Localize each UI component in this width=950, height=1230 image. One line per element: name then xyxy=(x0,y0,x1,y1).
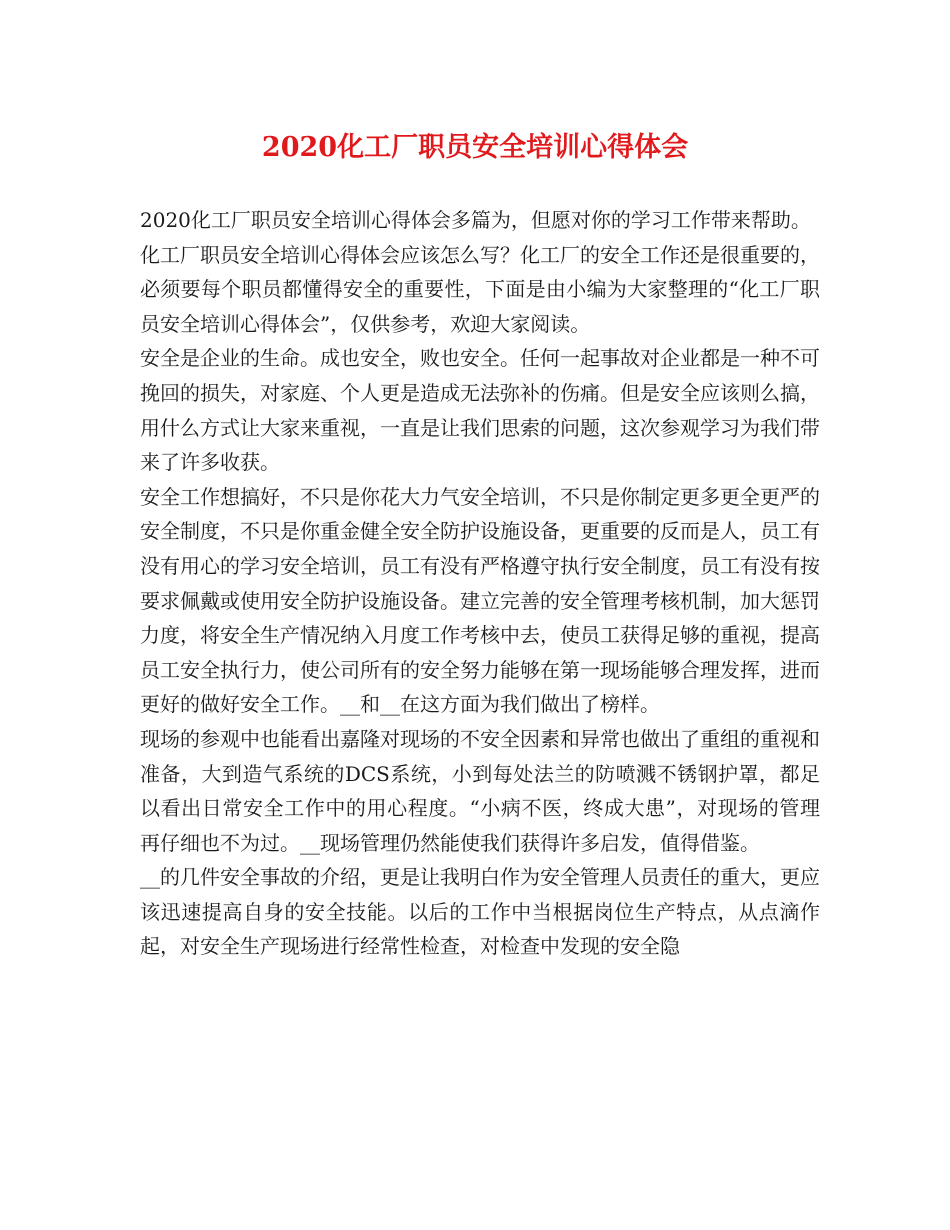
document-body xyxy=(140,203,820,964)
paragraph-site-visit: 现场的参观中也能看出嘉隆对现场的不安全因素和异常也做出了重组的重视和准备，大到造气系统的DCS系统，小到每处法兰的防喷溅不锈钢护罩，都足以看出日常安全工作中的用心程度。“小病不医，终成大患”，对现场的管理再仔细也不为过。__现场管理仍然能使我们获得许多启发，值得借鉴。 xyxy=(140,726,820,855)
paragraph-safety-work: 安全工作想搞好，不只是你花大力气安全培训，不只是你制定更多更全更严的安全制度，不只是你重金健全安全防护设施设备，更重要的反而是人，员工有没有用心的学习安全培训，员工有没有严格遵守执行安全制度，员工有没有按要求佩戴或使用安全防护设施设备。建立完善的安全管理考核机制，加大惩罚力度，将安全生产情况纳入月度工作考核中去，使员工获得足够的重视，提高员工安全执行力，使公司所有的安全努力能够在第一现场能够合理发挥，进而更好的做好安全工作。__和__在这方面为我们做出了榜样。 xyxy=(140,484,820,717)
paragraph-intro: 2020化工厂职员安全培训心得体会多篇为，但愿对你的学习工作带来帮助。 xyxy=(140,208,811,232)
paragraph-accident-cases: __的几件安全事故的介绍，更是让我明白作为安全管理人员责任的重大，更应该迅速提高自身的安全技能。以后的工作中当根据岗位生产特点，从点滴作起，对安全生产现场进行经常性检查，对检查中发现的安全隐 xyxy=(140,865,820,959)
paragraph-how-to-write: 化工厂职员安全培训心得体会应该怎么写？化工厂的安全工作还是很重要的，必须要每个职员都懂得安全的重要性，下面是由小编为大家整理的“化工厂职员安全培训心得体会”，仅供参考，欢迎大家阅读。 xyxy=(140,242,820,336)
document-title: 2020化工厂职员安全培训心得体会 xyxy=(261,132,689,163)
paragraph-safety-is-life: 安全是企业的生命。成也安全，败也安全。任何一起事故对企业都是一种不可挽回的损失，对家庭、个人更是造成无法弥补的伤痛。但是安全应该则么搞，用什么方式让大家来重视，一直是让我们思索的问题，这次参观学习为我们带来了许多收获。 xyxy=(140,346,820,475)
